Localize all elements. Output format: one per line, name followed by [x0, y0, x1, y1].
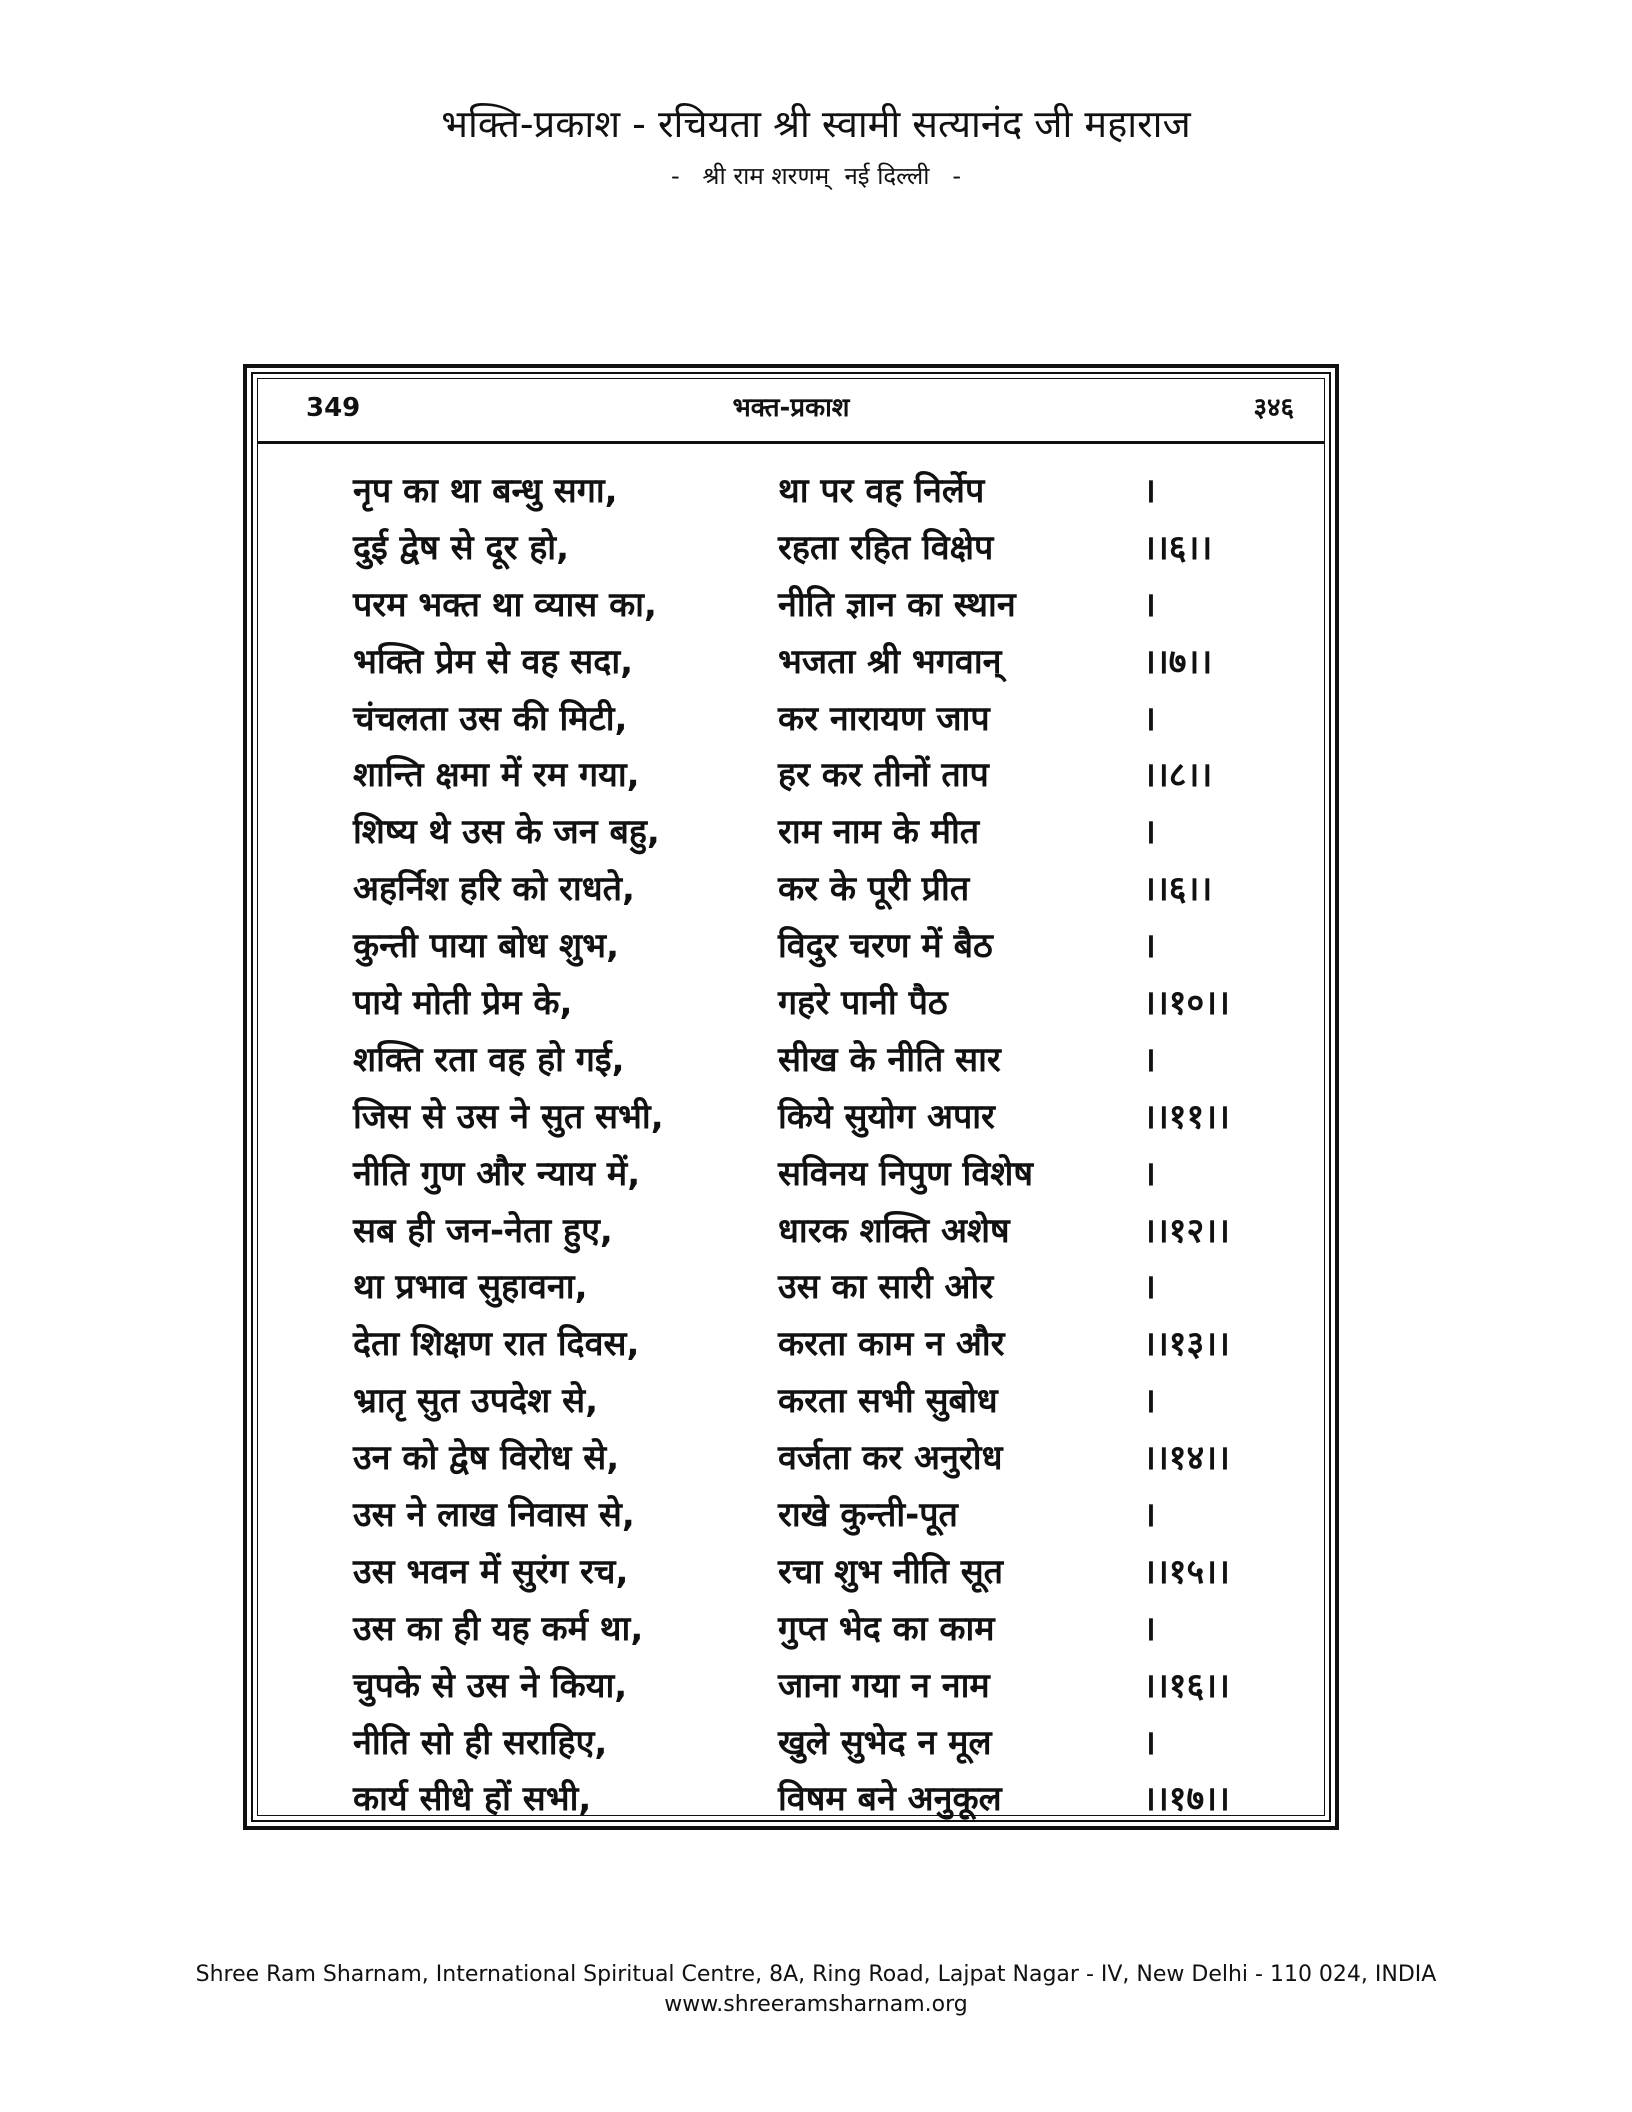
verse-end-mark: ।: [1143, 1039, 1156, 1080]
verse-line: [353, 1093, 1253, 1150]
verse-line: [353, 1491, 1253, 1548]
verse-end-mark: ।: [1143, 812, 1156, 853]
verse-line: [353, 581, 1253, 638]
verse-end-mark: ।: [1143, 926, 1156, 967]
verse-end-mark: ।: [1143, 1267, 1156, 1308]
verse-line: [353, 1036, 1253, 1093]
verse-second-half: कर के पूरी प्रीत: [778, 869, 970, 910]
running-header: [258, 379, 1324, 444]
verse-first-half: नीति गुण और न्याय में,: [353, 1153, 641, 1194]
verse-second-half: करता सभी सुबोध: [778, 1381, 998, 1422]
verse-end-mark: ।।६।।: [1143, 869, 1213, 910]
verse-second-half: सविनय निपुण विशेष: [778, 1153, 1034, 1194]
verse-end-mark: ।: [1143, 1381, 1156, 1422]
verse-first-half: देता शिक्षण रात दिवस,: [353, 1324, 640, 1365]
verse-list: [353, 467, 1253, 1832]
verse-line: [353, 922, 1253, 979]
verse-first-half: नृप का था बन्धु सगा,: [353, 471, 618, 511]
verse-second-half: सीख के नीति सार: [778, 1039, 1001, 1080]
verse-line: [353, 1775, 1253, 1832]
verse-first-half: शान्ति क्षमा में रम गया,: [353, 755, 640, 796]
verse-first-half: परम भक्त था व्यास का,: [353, 584, 657, 625]
verse-second-half: राम नाम के मीत: [778, 812, 980, 853]
verse-first-half: उस का ही यह कर्म था,: [353, 1608, 644, 1649]
verse-line: [353, 1263, 1253, 1320]
verse-end-mark: ।।१३।।: [1143, 1324, 1230, 1365]
verse-line: [353, 1548, 1253, 1605]
verse-end-mark: ।।११।।: [1143, 1096, 1230, 1137]
verse-first-half: जिस से उस ने सुत सभी,: [353, 1096, 664, 1137]
verse-line: [353, 1377, 1253, 1434]
verse-line: [353, 1605, 1253, 1662]
verse-end-mark: ।: [1143, 1495, 1156, 1536]
verse-second-half: वर्जता कर अनुरोध: [778, 1438, 1003, 1479]
verse-end-mark: ।।६।।: [1143, 527, 1213, 568]
footer-address: Shree Ram Sharnam, International Spiritual Centre, 8A, Ring Road, Lajpat Nagar - IV, New Delhi - 110 024, INDIA: [195, 1962, 1437, 1987]
verse-end-mark: ।।१५।।: [1143, 1551, 1230, 1592]
footer-website: www.shreeramsharnam.org: [664, 1992, 968, 2017]
verse-first-half: नीति सो ही सराहिए,: [353, 1722, 608, 1763]
verse-line: [353, 1320, 1253, 1377]
verse-end-mark: ।।१२।।: [1143, 1210, 1230, 1251]
verse-end-mark: ।: [1143, 1153, 1156, 1194]
verse-end-mark: ।।१६।।: [1143, 1665, 1230, 1706]
verse-second-half: रचा शुभ नीति सूत: [778, 1551, 1004, 1592]
verse-end-mark: ।।१४।।: [1143, 1438, 1230, 1479]
verse-line: [353, 467, 1253, 524]
verse-end-mark: ।: [1143, 1722, 1156, 1763]
document-footer: [0, 1960, 1632, 2020]
document-title: भक्ति-प्रकाश - रचियता श्री स्वामी सत्यानंद जी महाराज: [441, 102, 1191, 146]
verse-first-half: सब ही जन-नेता हुए,: [353, 1210, 613, 1251]
verse-line: [353, 638, 1253, 695]
verse-second-half: करता काम न और: [778, 1324, 1005, 1365]
running-title: भक्त-प्रकाश: [732, 393, 850, 423]
verse-line: [353, 1662, 1253, 1719]
verse-first-half: चंचलता उस की मिटी,: [353, 698, 628, 739]
verse-first-half: चुपके से उस ने किया,: [353, 1665, 628, 1706]
page-number-right: ३४६: [1253, 393, 1294, 423]
verse-second-half: था पर वह निर्लेप: [778, 471, 985, 511]
verse-second-half: किये सुयोग अपार: [778, 1096, 995, 1137]
verse-first-half: शक्ति रता वह हो गई,: [353, 1039, 625, 1080]
verse-end-mark: ।।१७।।: [1143, 1779, 1230, 1820]
verse-end-mark: ।: [1143, 584, 1156, 625]
verse-end-mark: ।: [1143, 1608, 1156, 1649]
verse-second-half: रहता रहित विक्षेप: [778, 527, 994, 568]
verse-second-half: गुप्त भेद का काम: [778, 1608, 995, 1649]
verse-first-half: दुई द्वेष से दूर हो,: [353, 527, 570, 568]
verse-second-half: विषम बने अनुकूल: [778, 1779, 1002, 1820]
verse-line: [353, 751, 1253, 808]
verse-first-half: भ्रातृ सुत उपदेश से,: [353, 1381, 598, 1422]
verse-end-mark: ।: [1143, 698, 1156, 739]
document-header: [0, 98, 1632, 196]
verse-second-half: उस का सारी ओर: [778, 1267, 994, 1308]
verse-end-mark: ।: [1143, 471, 1156, 511]
verse-line: [353, 865, 1253, 922]
verse-second-half: नीति ज्ञान का स्थान: [778, 584, 1016, 625]
verse-second-half: राखे कुन्ती-पूत: [778, 1495, 958, 1536]
verse-first-half: कुन्ती पाया बोध शुभ,: [353, 926, 619, 967]
verse-second-half: गहरे पानी पैठ: [778, 983, 948, 1024]
verse-first-half: अहर्निश हरि को राधते,: [353, 869, 635, 910]
verse-second-half: धारक शक्ति अशेष: [778, 1210, 1010, 1251]
verse-first-half: शिष्य थे उस के जन बहु,: [353, 812, 660, 853]
verse-end-mark: ।।८।।: [1143, 755, 1213, 796]
verse-line: [353, 1150, 1253, 1207]
verse-first-half: भक्ति प्रेम से वह सदा,: [353, 641, 634, 682]
verse-end-mark: ।।१०।।: [1143, 983, 1230, 1024]
verse-second-half: भजता श्री भगवान्: [778, 641, 1002, 682]
verse-first-half: पाये मोती प्रेम के,: [353, 983, 573, 1024]
verse-line: [353, 1434, 1253, 1491]
verse-first-half: था प्रभाव सुहावना,: [353, 1267, 588, 1308]
verse-second-half: खुले सुभेद न मूल: [778, 1722, 992, 1763]
document-subtitle: - श्री राम शरणम् नई दिल्ली -: [670, 162, 962, 190]
verse-first-half: कार्य सीधे हों सभी,: [353, 1779, 592, 1820]
verse-first-half: उस ने लाख निवास से,: [353, 1495, 635, 1536]
verse-line: [353, 979, 1253, 1036]
verse-first-half: उन को द्वेष विरोध से,: [353, 1438, 620, 1479]
verse-end-mark: ।।७।।: [1143, 641, 1213, 682]
page-number-left: 349: [306, 393, 361, 423]
verse-line: [353, 1207, 1253, 1264]
book-page-content: [257, 378, 1325, 1820]
verse-second-half: विदुर चरण में बैठ: [778, 926, 993, 967]
verse-line: [353, 524, 1253, 581]
verse-second-half: जाना गया न नाम: [778, 1665, 990, 1706]
verse-second-half: कर नारायण जाप: [778, 698, 990, 739]
verse-line: [353, 808, 1253, 865]
book-page-border: [251, 372, 1331, 1822]
scanned-book-page: [243, 364, 1339, 1830]
verse-line: [353, 695, 1253, 752]
verse-second-half: हर कर तीनों ताप: [778, 755, 989, 796]
verse-line: [353, 1719, 1253, 1776]
verse-first-half: उस भवन में सुरंग रच,: [353, 1551, 629, 1592]
